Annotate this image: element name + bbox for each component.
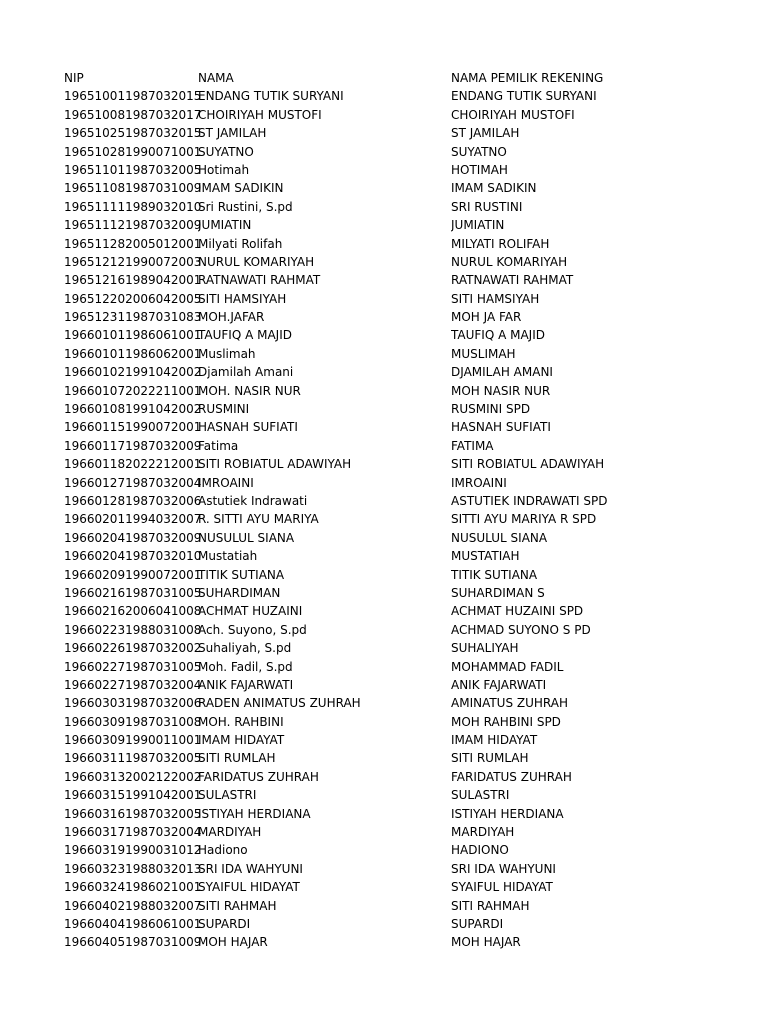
nip-cell: 196510011987032015 [64,89,202,104]
header-nama-pemilik-rekening: NAMA PEMILIK REKENING [451,71,604,85]
nip-cell: 196603091987031008 [64,714,202,729]
nama-pemilik-rekening-cell: ACHMAD SUYONO S PD [451,622,591,637]
nama-cell: RATNAWATI RAHMAT [198,273,321,288]
nip-cell: 196511081987031009 [64,181,202,196]
nip-cell: 196602041987032010 [64,549,202,564]
nama-cell: Astutiek Indrawati [198,493,308,508]
nama-pemilik-rekening-cell: SUPARDI [451,916,504,931]
nama-cell: SRI IDA WAHYUNI [198,861,303,876]
nip-cell: 196603111987032005 [64,751,202,766]
nama-cell: Milyati Rolifah [198,236,283,251]
nama-cell: TAUFIQ A MAJID [198,328,292,343]
table-row [64,253,744,271]
nama-pemilik-rekening-cell: HASNAH SUFIATI [451,420,551,435]
table-row [64,345,744,363]
header-nip: NIP [64,71,84,85]
nama-cell: R. SITTI AYU MARIYA [198,512,319,527]
nama-pemilik-rekening-cell: MOH RAHBINI SPD [451,714,561,729]
nip-cell: 196601171987032009 [64,438,202,453]
table-row [64,547,744,565]
table-row [64,474,744,492]
table-row [64,87,744,105]
table-row [64,308,744,326]
table-row [64,933,744,951]
nip-cell: 196601021991042002 [64,365,202,380]
nip-cell: 196602041987032009 [64,530,202,545]
table-row [64,400,744,418]
table-row [64,510,744,528]
nama-cell: HASNAH SUFIATI [198,420,298,435]
nama-pemilik-rekening-cell: RUSMINI SPD [451,402,531,417]
nip-cell: 196602271987031005 [64,659,202,674]
nama-pemilik-rekening-cell: NURUL KOMARIYAH [451,254,568,269]
nama-pemilik-rekening-cell: SYAIFUL HIDAYAT [451,880,553,895]
table-row [64,786,744,804]
nama-cell: IMAM HIDAYAT [198,733,285,748]
nip-cell: 196511111989032010 [64,199,202,214]
nama-pemilik-rekening-cell: CHOIRIYAH MUSTOFI [451,107,575,122]
nama-cell: SITI RUMLAH [198,751,276,766]
table-row [64,676,744,694]
table-row [64,694,744,712]
nama-cell: Fatima [198,438,239,453]
table-row [64,124,744,142]
table-row [64,915,744,933]
nama-cell: ENDANG TUTIK SURYANI [198,89,344,104]
nip-cell: 196601011986062001 [64,346,202,361]
nama-pemilik-rekening-cell: MILYATI ROLIFAH [451,236,550,251]
table-row [64,805,744,823]
table-row [64,143,744,161]
nip-cell: 196603161987032005 [64,806,202,821]
nip-cell: 196602162006041008 [64,604,202,619]
nama-cell: MOH.JAFAR [198,310,265,325]
table-row [64,566,744,584]
nama-pemilik-rekening-cell: SITI RUMLAH [451,751,529,766]
table-row [64,897,744,915]
nama-pemilik-rekening-cell: MUSLIMAH [451,346,516,361]
nama-pemilik-rekening-cell: SITI HAMSIYAH [451,291,540,306]
nip-cell: 196604041986061001 [64,916,202,931]
nip-cell: 196604051987031009 [64,935,202,950]
table-row [64,621,744,639]
nama-cell: ISTIYAH HERDIANA [198,806,311,821]
nama-cell: JUMIATIN [198,218,252,233]
data-table [64,69,744,952]
table-row [64,363,744,381]
nip-cell: 196602231988031008 [64,622,202,637]
table-row [64,749,744,767]
nama-pemilik-rekening-cell: ACHMAT HUZAINI SPD [451,604,584,619]
nip-cell: 196510081987032017 [64,107,202,122]
table-row [64,290,744,308]
table-row [64,271,744,289]
nama-pemilik-rekening-cell: MUSTATIAH [451,549,520,564]
nama-pemilik-rekening-cell: SUHARDIMAN S [451,585,545,600]
nip-cell: 196603151991042001 [64,788,202,803]
nip-cell: 196512121990072003 [64,254,202,269]
nama-pemilik-rekening-cell: RATNAWATI RAHMAT [451,273,574,288]
nama-cell: SUPARDI [198,916,251,931]
nama-cell: Sri Rustini, S.pd [198,199,293,214]
nip-cell: 196603241986021001 [64,880,202,895]
nama-cell: IMAM SADIKIN [198,181,284,196]
nama-cell: SULASTRI [198,788,257,803]
header-row [64,69,744,87]
table-row [64,492,744,510]
table-row [64,878,744,896]
table-row [64,584,744,602]
table-row [64,658,744,676]
table-row [64,639,744,657]
nip-cell: 196510281990071001 [64,144,202,159]
nip-cell: 196512311987031083 [64,310,202,325]
table-row [64,823,744,841]
nama-pemilik-rekening-cell: TAUFIQ A MAJID [451,328,545,343]
table-row [64,106,744,124]
table-row [64,161,744,179]
nama-pemilik-rekening-cell: SITI RAHMAH [451,898,530,913]
nama-pemilik-rekening-cell: MOH NASIR NUR [451,383,551,398]
nama-cell: ST JAMILAH [198,126,267,141]
nip-cell: 196602091990072001 [64,567,202,582]
nama-pemilik-rekening-cell: ST JAMILAH [451,126,520,141]
nama-cell: ANIK FAJARWATI [198,677,294,692]
nip-cell: 196512202006042005 [64,291,202,306]
nama-pemilik-rekening-cell: TITIK SUTIANA [451,567,538,582]
nama-pemilik-rekening-cell: SRI IDA WAHYUNI [451,861,556,876]
nama-pemilik-rekening-cell: SUYATNO [451,144,507,159]
nip-cell: 196510251987032015 [64,126,202,141]
nama-cell: Moh. Fadil, S.pd [198,659,293,674]
nama-cell: RUSMINI [198,402,250,417]
nama-cell: Hotimah [198,162,250,177]
table-row [64,418,744,436]
nama-cell: FARIDATUS ZUHRAH [198,769,319,784]
nip-cell: 196601182022212001 [64,457,202,472]
nip-cell: 196511282005012001 [64,236,202,251]
nama-cell: TITIK SUTIANA [198,567,285,582]
nama-pemilik-rekening-cell: DJAMILAH AMANI [451,365,553,380]
nama-pemilik-rekening-cell: MOH JA FAR [451,310,522,325]
nama-cell: IMROAINI [198,475,254,490]
nip-cell: 196601011986061001 [64,328,202,343]
nip-cell: 196603031987032006 [64,696,202,711]
nama-cell: NUSULUL SIANA [198,530,295,545]
nama-pemilik-rekening-cell: SITTI AYU MARIYA R SPD [451,512,597,527]
nama-pemilik-rekening-cell: FATIMA [451,438,494,453]
table-row [64,455,744,473]
nip-cell: 196601072022211001 [64,383,202,398]
header-nama: NAMA [198,71,234,85]
nip-cell: 196601271987032004 [64,475,202,490]
table-row [64,235,744,253]
table-row [64,179,744,197]
nip-cell: 196603231988032013 [64,861,202,876]
nama-pemilik-rekening-cell: ENDANG TUTIK SURYANI [451,89,597,104]
nip-cell: 196511121987032009 [64,218,202,233]
table-row [64,731,744,749]
nip-cell: 196603132002122002 [64,769,202,784]
nama-cell: NURUL KOMARIYAH [198,254,315,269]
nama-pemilik-rekening-cell: IMAM HIDAYAT [451,733,538,748]
nama-pemilik-rekening-cell: IMAM SADIKIN [451,181,537,196]
table-row [64,198,744,216]
nip-cell: 196603171987032004 [64,825,202,840]
nip-cell: 196603091990011001 [64,733,202,748]
nip-cell: 196602161987031005 [64,585,202,600]
table-row [64,216,744,234]
nama-cell: SUYATNO [198,144,254,159]
nama-pemilik-rekening-cell: ANIK FAJARWATI [451,677,547,692]
nama-pemilik-rekening-cell: SITI ROBIATUL ADAWIYAH [451,457,605,472]
nama-cell: Muslimah [198,346,256,361]
table-row [64,768,744,786]
nama-pemilik-rekening-cell: SUHALIYAH [451,641,519,656]
nama-pemilik-rekening-cell: HOTIMAH [451,162,508,177]
nama-cell: MOH HAJAR [198,935,268,950]
nama-cell: SITI RAHMAH [198,898,277,913]
table-body [64,87,744,951]
nama-pemilik-rekening-cell: AMINATUS ZUHRAH [451,696,569,711]
nama-pemilik-rekening-cell: MOH HAJAR [451,935,521,950]
table-row [64,602,744,620]
nama-pemilik-rekening-cell: MARDIYAH [451,825,515,840]
table-row [64,326,744,344]
nip-cell: 196512161989042001 [64,273,202,288]
nip-cell: 196601081991042002 [64,402,202,417]
nama-pemilik-rekening-cell: IMROAINI [451,475,507,490]
nama-pemilik-rekening-cell: SRI RUSTINI [451,199,523,214]
nama-cell: SITI ROBIATUL ADAWIYAH [198,457,352,472]
nip-cell: 196602261987032002 [64,641,202,656]
table-row [64,382,744,400]
nama-cell: Hadiono [198,843,248,858]
nip-cell: 196511011987032005 [64,162,202,177]
table-row [64,437,744,455]
table-row [64,529,744,547]
nama-pemilik-rekening-cell: HADIONO [451,843,509,858]
nama-pemilik-rekening-cell: ASTUTIEK INDRAWATI SPD [451,493,608,508]
nama-cell: Suhaliyah, S.pd [198,641,292,656]
nama-pemilik-rekening-cell: JUMIATIN [451,218,505,233]
nama-cell: CHOIRIYAH MUSTOFI [198,107,322,122]
nama-pemilik-rekening-cell: NUSULUL SIANA [451,530,548,545]
nama-pemilik-rekening-cell: FARIDATUS ZUHRAH [451,769,572,784]
nama-cell: MARDIYAH [198,825,262,840]
nama-cell: Mustatiah [198,549,258,564]
nama-pemilik-rekening-cell: SULASTRI [451,788,510,803]
nama-cell: ACHMAT HUZAINI [198,604,303,619]
nama-cell: SITI HAMSIYAH [198,291,287,306]
nama-pemilik-rekening-cell: MOHAMMAD FADIL [451,659,564,674]
nama-cell: MOH. NASIR NUR [198,383,301,398]
nama-cell: MOH. RAHBINI [198,714,284,729]
table-row [64,713,744,731]
table-row [64,841,744,859]
nama-cell: SYAIFUL HIDAYAT [198,880,300,895]
nip-cell: 196603191990031012 [64,843,202,858]
nama-pemilik-rekening-cell: ISTIYAH HERDIANA [451,806,564,821]
nama-cell: Djamilah Amani [198,365,294,380]
nip-cell: 196604021988032007 [64,898,202,913]
nama-cell: RADEN ANIMATUS ZUHRAH [198,696,361,711]
nip-cell: 196602271987032004 [64,677,202,692]
nip-cell: 196601151990072001 [64,420,202,435]
table-row [64,860,744,878]
nama-cell: Ach. Suyono, S.pd [198,622,307,637]
nip-cell: 196601281987032006 [64,493,202,508]
nip-cell: 196602011994032007 [64,512,202,527]
nama-cell: SUHARDIMAN [198,585,281,600]
